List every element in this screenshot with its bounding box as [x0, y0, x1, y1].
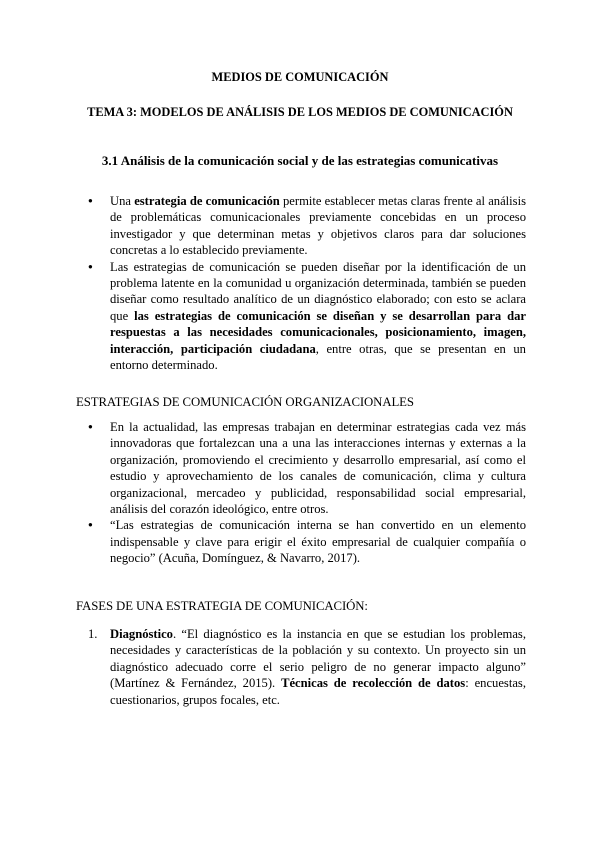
- intro-bullet-list: [88, 193, 526, 373]
- list-item: ● Una estrategia de comunicación permite establecer metas claras frente al análisis de problemáticas comunicacionales previamente concebidas en un proceso investigador y que determinan metas y objetivos claros para dar soluciones concretas a lo establecido previamente.: [88, 193, 526, 259]
- list-item: ● En la actualidad, las empresas trabajan en determinar estrategias cada vez más innovadoras que fortalezcan una a una las interacciones internas y externas a la organización, promoviendo el crecimiento y desarrollo empresarial, así como el estudio y aprovechamiento de los canales de comunicación, clima y cultura organizacional, mercadeo y publicidad, responsabilidad social empresarial, análisis del corazón ideológico, entre otros.: [88, 419, 526, 517]
- list-number: 1.: [88, 627, 98, 641]
- topic-heading: TEMA 3: MODELOS DE ANÁLISIS DE LOS MEDIOS DE COMUNICACIÓN: [87, 105, 513, 119]
- list-item: ● Las estrategias de comunicación se pueden diseñar por la identificación de un problema latente en la comunidad u organización determinada, también se pueden diseñar como resultado analítico de un diagnóstico elaborado; con esto se aclara que las estrategias de comunicación se diseñan y se desarrollan para dar respuestas a las necesidades comunicacionales, posicionamiento, imagen, interacción, participación ciudadana, entre otras, que se presentan en un entorno determinado.: [88, 259, 526, 374]
- list-item: 1. Diagnóstico. “El diagnóstico es la instancia en que se estudian los problemas, necesidades y características de la población y su contexto. Un proyecto sin un diagnóstico adecuado corre el serio peligro de no generar impacto alguno” (Martínez & Fernández, 2015). Técnicas de recolección de datos: encuestas, cuestionarios, grupos focales, etc.: [88, 627, 526, 707]
- section-heading-phases: FASES DE UNA ESTRATEGIA DE COMUNICACIÓN:: [76, 599, 368, 613]
- organizational-bullet-list: [88, 419, 526, 567]
- document-title: MEDIOS DE COMUNICACIÓN: [211, 70, 389, 84]
- list-item: ● “Las estrategias de comunicación interna se han convertido en un elemento indispensable y clave para erigir el éxito empresarial de cualquier compañía o negocio” (Acuña, Domínguez, & Navarro, 2017).: [88, 517, 526, 566]
- subtitle-heading: 3.1 Análisis de la comunicación social y de las estrategias comunicativas: [101, 153, 499, 168]
- section-heading-organizational: ESTRATEGIAS DE COMUNICACIÓN ORGANIZACIONALES: [76, 395, 414, 409]
- phases-numbered-list: [88, 626, 526, 708]
